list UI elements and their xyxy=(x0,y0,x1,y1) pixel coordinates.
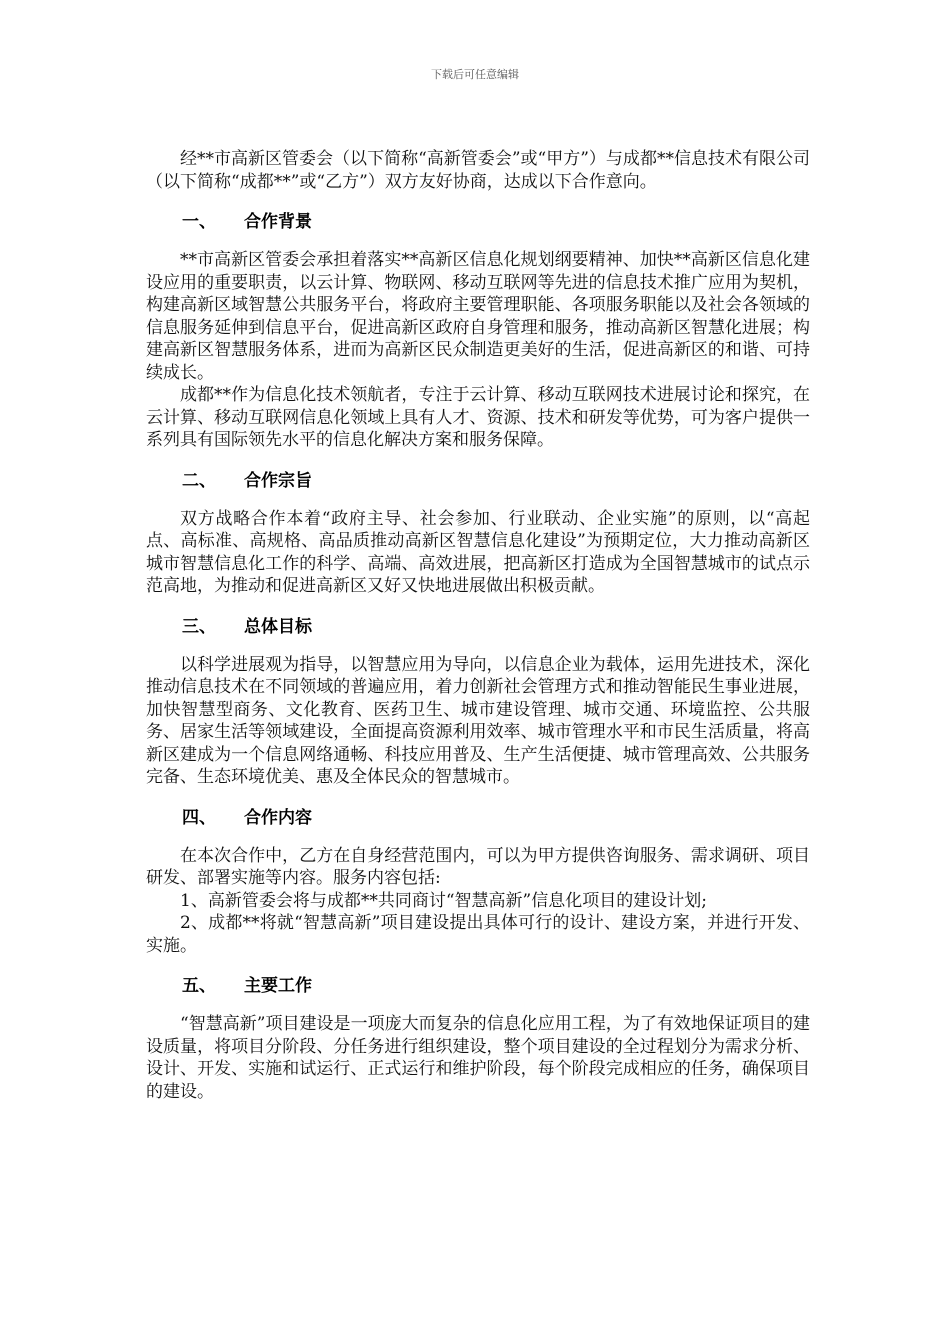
section-paragraph: 在本次合作中，乙方在自身经营范围内，可以为甲方提供咨询服务、需求调研、项目研发、部署实施等内容。服务内容包括: xyxy=(146,845,810,888)
document-body xyxy=(146,148,810,1103)
section-paragraph: **市高新区管委会承担着落实**高新区信息化规划纲要精神、加快**高新区信息化建设应用的重要职责，以云计算、物联网、移动互联网等先进的信息技术推广应用为契机，构建高新区域智慧公共服务平台，将政府主要管理职能、各项服务职能以及社会各领域的信息服务延伸到信息平台，促进高新区政府自身管理和服务，推动高新区智慧化进展；构建高新区智慧服务体系，进而为高新区民众制造更美好的生活，促进高新区的和谐、可持续成长。 xyxy=(146,250,810,383)
section-heading xyxy=(182,470,810,492)
section-title: 主要工作 xyxy=(244,976,312,996)
section-number: 五、 xyxy=(182,976,216,996)
section-heading xyxy=(182,975,810,997)
section-paragraph: 双方战略合作本着“政府主导、社会参加、行业联动、企业实施”的原则，以“高起点、高标准、高规格、高品质推动高新区智慧信息化建设”为预期定位，大力推动高新区城市智慧信息化工作的科学、高端、高效进展，把高新区打造成为全国智慧城市的试点示范高地，为推动和促进高新区又好又快地进展做出积极贡献。 xyxy=(146,508,810,596)
section-heading xyxy=(182,807,810,829)
section-title: 合作背景 xyxy=(244,212,312,232)
section-paragraph: 以科学进展观为指导，以智慧应用为导向，以信息企业为载体，运用先进技术，深化推动信息技术在不同领域的普遍应用，着力创新社会管理方式和推动智能民生事业进展，加快智慧型商务、文化教育、医药卫生、城市建设管理、城市交通、环境监控、公共服务、居家生活等领域建设，全面提高资源利用效率、城市管理水平和市民生活质量，将高新区建成为一个信息网络通畅、科技应用普及、生产生活便捷、城市管理高效、公共服务完备、生态环境优美、惠及全体民众的智慧城市。 xyxy=(146,654,810,787)
section-number: 四、 xyxy=(182,807,216,828)
list-item: 1、高新管委会将与成都**共同商讨“智慧高新”信息化项目的建设计划; xyxy=(180,890,707,911)
header-note: 下载后可任意编辑 xyxy=(431,68,519,81)
section-title: 总体目标 xyxy=(244,616,312,637)
section-number: 二、 xyxy=(182,470,216,491)
intro-paragraph: 经**市高新区管委会（以下简称“高新管委会”或“甲方”）与成都**信息技术有限公司（以下简称“成都**”或“乙方”）双方友好协商，达成以下合作意向。 xyxy=(146,149,810,192)
section-heading xyxy=(182,616,810,638)
list-item: 2、成都**将就“智慧高新”项目建设提出具体可行的设计、建设方案，并进行开发、实施。 xyxy=(146,913,810,956)
section-paragraph: 成都**作为信息化技术领航者，专注于云计算、移动互联网技术进展讨论和探究，在云计算、移动互联网信息化领域上具有人才、资源、技术和研发等优势，可为客户提供一系列具有国际领先水平的信息化解决方案和服务保障。 xyxy=(146,385,810,450)
section-heading xyxy=(182,211,810,233)
section-title: 合作宗旨 xyxy=(244,470,312,491)
section-number: 三、 xyxy=(182,616,216,637)
section-title: 合作内容 xyxy=(244,807,312,828)
section-paragraph: “智慧高新”项目建设是一项庞大而复杂的信息化应用工程，为了有效地保证项目的建设质量，将项目分阶段、分任务进行组织建设，整个项目建设的全过程划分为需求分析、设计、开发、实施和试运行、正式运行和维护阶段，每个阶段完成相应的任务，确保项目的建设。 xyxy=(146,1014,810,1102)
section-number: 一、 xyxy=(182,212,216,232)
